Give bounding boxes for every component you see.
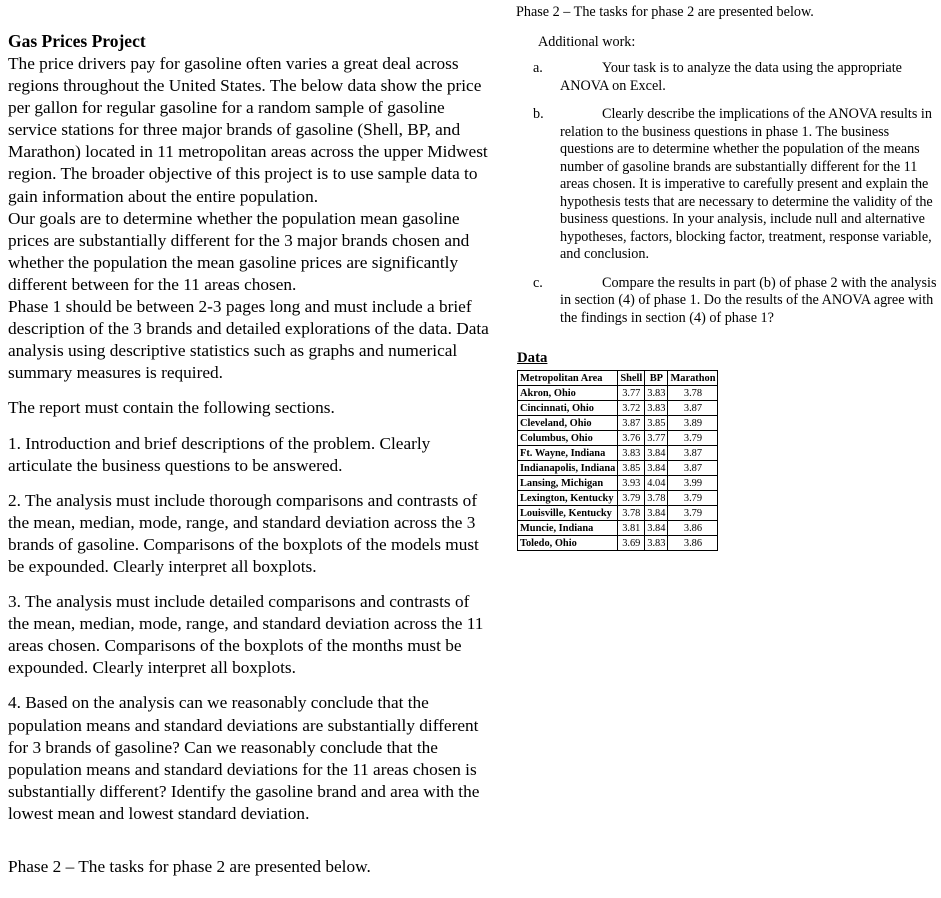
list-item-marker: b. (533, 106, 544, 122)
cell-marathon: 3.78 (668, 386, 718, 401)
cell-area: Ft. Wayne, Indiana (518, 446, 618, 461)
phase2-task-list (516, 60, 941, 327)
section-3-paragraph: 3. The analysis must include detailed comparisons and contrasts of the mean, median, mode, range, and standard deviation across the 11 areas chosen. Comparisons of the boxplots of the months must be expounded. Clearly interpret all boxplots. (8, 592, 484, 678)
cell-bp: 3.83 (645, 536, 668, 551)
table-row (518, 491, 718, 506)
left-column (8, 30, 492, 878)
cell-shell: 3.72 (618, 401, 645, 416)
data-heading: Data (517, 350, 548, 366)
cell-marathon: 3.79 (668, 506, 718, 521)
column-header-shell: Shell (618, 371, 645, 386)
list-item-text: Your task is to analyze the data using the appropriate ANOVA on Excel. (560, 60, 902, 94)
table-row (518, 416, 718, 431)
table-row (518, 431, 718, 446)
data-section (516, 349, 941, 551)
cell-area: Cincinnati, Ohio (518, 401, 618, 416)
list-item-marker: c. (533, 274, 543, 291)
list-item-marker: a. (533, 60, 543, 76)
cell-marathon: 3.79 (668, 491, 718, 506)
list-item-text: Clearly describe the implications of the ANOVA results in relation to the business questions in phase 1. The business questions are to determine whether the population of the means number of gasoline brands are substantially different for the 11 areas chosen. It is imperative to carefully present and explain the hypothesis tests that are necessary to determine the validity of the business questions. In your analysis, include null and alternative hypotheses, factors, blocking factor, treatment, response variable, and conclusion. (560, 106, 933, 262)
cell-shell: 3.76 (618, 431, 645, 446)
table-row (518, 461, 718, 476)
table-row (518, 446, 718, 461)
table-row (518, 386, 718, 401)
cell-marathon: 3.79 (668, 431, 718, 446)
list-item (516, 106, 941, 264)
cell-bp: 3.84 (645, 506, 668, 521)
cell-shell: 3.81 (618, 521, 645, 536)
list-item-text: Compare the results in part (b) of phase 2 with the analysis in section (4) of phase 1. Do the results of the ANOVA agree with the findings in section (4) of phase 1? (560, 274, 937, 326)
additional-work-label: Additional work: (538, 33, 636, 50)
column-header-metropolitan-area: Metropolitan Area (518, 371, 618, 386)
report-sections-intro: The report must contain the following sections. (8, 398, 335, 418)
cell-marathon: 3.86 (668, 536, 718, 551)
phase2-heading-left: Phase 2 – The tasks for phase 2 are presented below. (8, 857, 371, 876)
cell-bp: 3.84 (645, 461, 668, 476)
list-item (516, 60, 941, 95)
section-1-paragraph: 1. Introduction and brief descriptions of the problem. Clearly articulate the business questions to be answered. (8, 433, 431, 475)
table-body (518, 386, 718, 551)
phase2-heading-right: Phase 2 – The tasks for phase 2 are presented below. (516, 4, 814, 20)
cell-shell: 3.85 (618, 461, 645, 476)
cell-shell: 3.93 (618, 476, 645, 491)
table-row (518, 536, 718, 551)
cell-area: Muncie, Indiana (518, 521, 618, 536)
cell-marathon: 3.89 (668, 416, 718, 431)
column-header-bp: BP (645, 371, 668, 386)
section-2-paragraph: 2. The analysis must include thorough comparisons and contrasts of the mean, median, mode, range, and standard deviation across the 3 brands of gasoline. Comparisons of the boxplots of the models must be expounded. Clearly interpret all boxplots. (8, 490, 479, 576)
table-row (518, 401, 718, 416)
list-item (516, 275, 941, 328)
table-row (518, 521, 718, 536)
cell-bp: 3.84 (645, 446, 668, 461)
cell-marathon: 3.99 (668, 476, 718, 491)
cell-area: Lansing, Michigan (518, 476, 618, 491)
cell-marathon: 3.87 (668, 401, 718, 416)
cell-area: Toledo, Ohio (518, 536, 618, 551)
cell-shell: 3.69 (618, 536, 645, 551)
cell-shell: 3.83 (618, 446, 645, 461)
cell-shell: 3.79 (618, 491, 645, 506)
intro-paragraph: The price drivers pay for gasoline often varies a great deal across regions throughout the United States. The below data show the price per gallon for regular gasoline for a random sample of gasoline service stations for three major brands of gasoline (Shell, BP, and Marathon) located in 11 metropolitan areas across the upper Midwest region. The broader objective of this project is to use sample data to gain information about the entire population. (8, 54, 488, 206)
cell-bp: 3.85 (645, 416, 668, 431)
cell-area: Indianapolis, Indiana (518, 461, 618, 476)
right-column (516, 4, 941, 551)
cell-area: Akron, Ohio (518, 386, 618, 401)
cell-bp: 3.83 (645, 386, 668, 401)
table-header-row (518, 371, 718, 386)
cell-shell: 3.77 (618, 386, 645, 401)
cell-bp: 3.77 (645, 431, 668, 446)
goals-paragraph: Our goals are to determine whether the population mean gasoline prices are substantially different for the 3 major brands chosen and whether the population the mean gasoline prices are significantly different between for the 11 areas chosen. (8, 208, 470, 294)
table-row (518, 476, 718, 491)
page-title: Gas Prices Project (8, 31, 146, 51)
cell-shell: 3.87 (618, 416, 645, 431)
section-4-paragraph: 4. Based on the analysis can we reasonably conclude that the population means and standard deviations are substantially different for 3 brands of gasoline? Can we reasonably conclude that the population means and standard deviations for the 11 areas chosen is substantially different? Identify the gasoline brand and area with the lowest mean and lowest standard deviation. (8, 693, 480, 823)
cell-area: Columbus, Ohio (518, 431, 618, 446)
table-header (518, 371, 718, 386)
column-header-marathon: Marathon (668, 371, 718, 386)
cell-area: Louisville, Kentucky (518, 506, 618, 521)
cell-area: Lexington, Kentucky (518, 491, 618, 506)
phase1-requirements-paragraph: Phase 1 should be between 2-3 pages long and must include a brief description of the 3 brands and detailed explorations of the data. Data analysis using descriptive statistics such as graphs and numerical summary measures is required. (8, 297, 489, 383)
cell-marathon: 3.87 (668, 461, 718, 476)
table-row (518, 506, 718, 521)
cell-shell: 3.78 (618, 506, 645, 521)
cell-bp: 3.84 (645, 521, 668, 536)
cell-bp: 4.04 (645, 476, 668, 491)
cell-bp: 3.78 (645, 491, 668, 506)
cell-marathon: 3.86 (668, 521, 718, 536)
cell-bp: 3.83 (645, 401, 668, 416)
cell-area: Cleveland, Ohio (518, 416, 618, 431)
cell-marathon: 3.87 (668, 446, 718, 461)
gas-prices-table (517, 370, 718, 551)
